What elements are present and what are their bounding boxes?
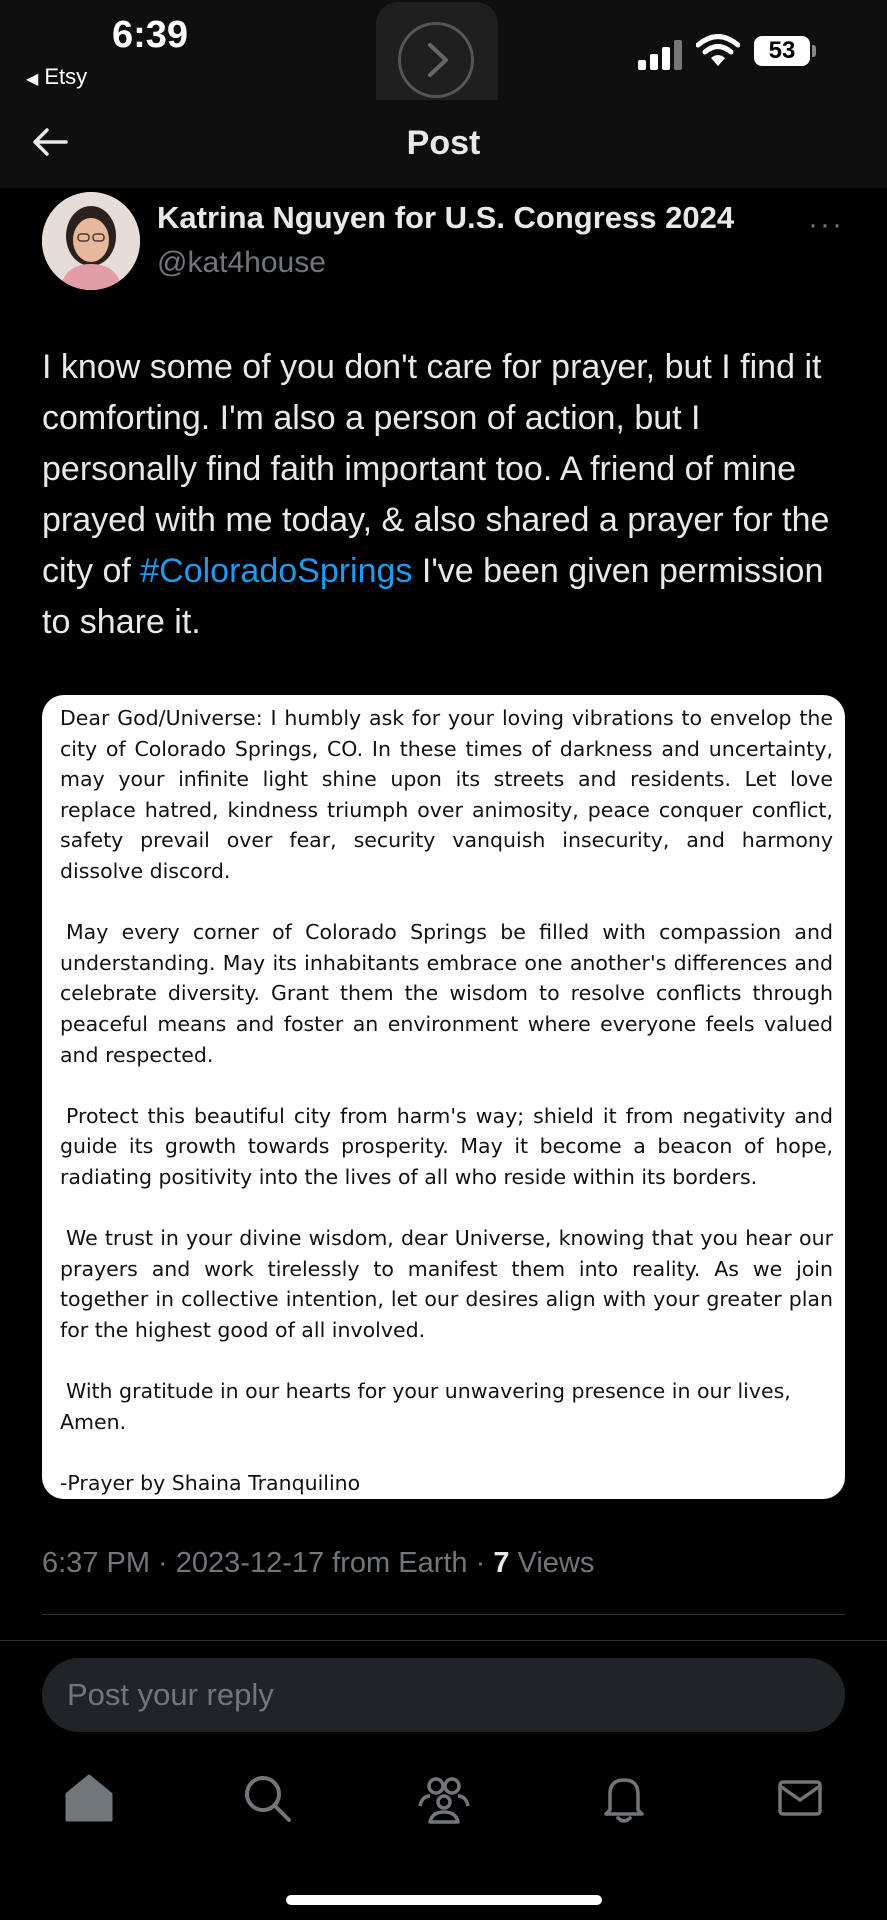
author-name[interactable]: Katrina Nguyen for U.S. Congress 2024 [157,200,735,235]
status-time: 6:39 [112,14,189,56]
author-handle[interactable]: @kat4house [157,246,326,279]
post-text-part: I've been given permission to share it. [42,552,824,641]
page-title: Post [406,124,481,162]
prayer-attribution: -Prayer by Shaina Tranquilino [60,1470,361,1495]
wifi-icon [696,34,740,73]
reply-input[interactable]: Post your reply [42,1658,845,1732]
post-meta [42,1547,594,1580]
divider [42,1614,845,1615]
battery-indicator: 53 [754,36,810,66]
search-icon[interactable] [239,1770,295,1826]
back-to-app-link[interactable] [26,64,87,90]
prayer-paragraph: May every corner of Colorado Springs be filled with compassion and understanding. May its inhabitants embrace one another's differences and celebrate diversity. Grant them the wisdom to resolve conflicts through peaceful means and foster an environment where everyone feels valued and respected. [60,920,833,1067]
more-options-icon[interactable]: ··· [808,208,844,241]
communities-icon[interactable] [416,1770,472,1826]
bottom-tab-bar [0,1750,887,1850]
avatar[interactable] [42,192,140,290]
post-text-part: I know some of you don't care for prayer, but I find it comforting. I'm also a person of action, but I personally find faith important too. A friend of mine prayed with me today, & also shared a prayer for the city of [42,348,830,590]
prayer-paragraph: We trust in your divine wisdom, dear Universe, knowing that you hear our prayers and work tirelessly to manifest them into reality. As we join together in collective intention, let our desires align with your greater plan for the highest good of all involved. [60,1226,833,1342]
notifications-bell-icon[interactable] [596,1770,652,1826]
home-icon[interactable] [61,1770,117,1826]
prayer-paragraph: With gratitude in our hearts for your unwavering presence in our lives, Amen. [60,1379,791,1434]
messages-envelope-icon[interactable] [772,1770,828,1826]
prayer-paragraph: Protect this beautiful city from harm's way; shield it from negativity and guide its growth towards prosperity. May it become a beacon of hope, radiating positivity into the lives of all who reside within its borders. [60,1103,833,1189]
views-count[interactable]: 7 [493,1547,510,1579]
nav-header [0,100,887,188]
back-app-label: Etsy [44,64,88,89]
back-triangle-icon: ◀ [26,71,39,88]
chevron-right-icon [398,22,474,98]
divider [0,1640,887,1641]
battery-tip [812,45,816,57]
post-image[interactable] [42,695,845,1499]
hashtag-link[interactable]: #ColoradoSprings [140,552,413,590]
views-label[interactable]: Views [509,1547,595,1579]
prayer-paragraph: Dear God/Universe: I humbly ask for your loving vibrations to envelop the city of Colorado Springs, CO. In these times of darkness and uncertainty, may your infinite light shine upon its streets and residents. Let love replace hatred, kindness triumph over animosity, peace conquer conflict, safety prevail over fear, security vanquish insecurity, and harmony dissolve discord. [60,706,833,883]
home-indicator[interactable] [286,1895,602,1905]
post-text [42,342,852,648]
post-timestamp: 6:37 PM · 2023-12-17 from Earth · [42,1547,494,1579]
cell-signal-icon [638,40,684,70]
